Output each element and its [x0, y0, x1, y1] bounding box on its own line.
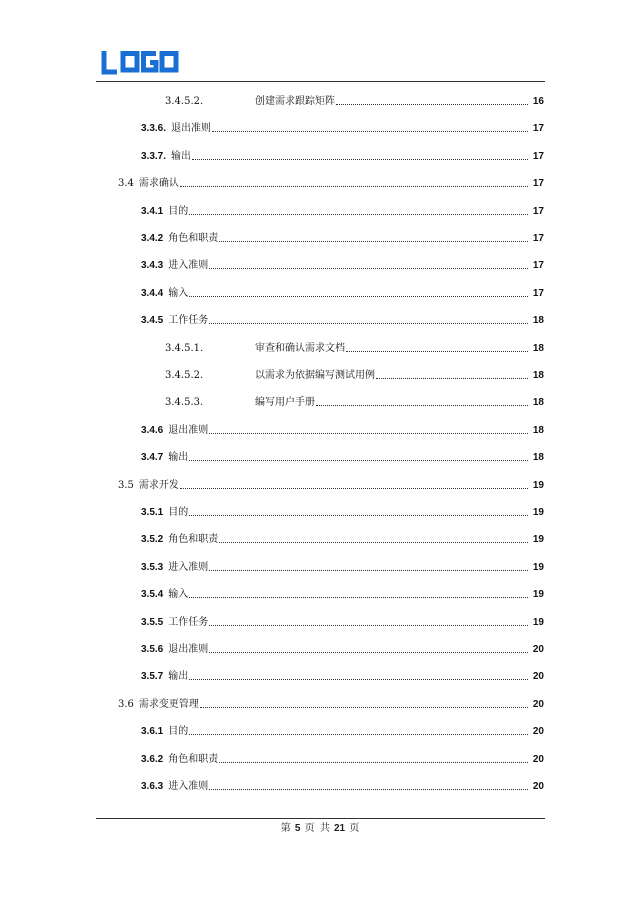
toc-dot-leader — [189, 460, 528, 461]
toc-entry-page-number: 18 — [532, 452, 544, 463]
toc-entry-page-number: 19 — [532, 534, 544, 545]
toc-entry[interactable] — [165, 341, 544, 355]
toc-entry[interactable] — [141, 587, 544, 601]
toc-dot-leader — [336, 104, 528, 105]
toc-entry-title: 需求开发 — [138, 480, 179, 491]
footer-current-page: 5 — [294, 823, 301, 834]
toc-entry[interactable] — [141, 779, 544, 793]
toc-entry[interactable] — [141, 121, 544, 135]
toc-entry[interactable] — [141, 532, 544, 546]
toc-entry[interactable] — [141, 505, 544, 519]
toc-entry-page-number: 18 — [532, 315, 544, 326]
toc-entry[interactable] — [141, 642, 544, 656]
toc-entry-title: 输入 — [168, 589, 189, 600]
toc-entry-page-number: 18 — [532, 425, 544, 436]
toc-entry-title: 工作任务 — [168, 315, 209, 326]
toc-entry-title: 进入准则 — [168, 781, 209, 792]
toc-entry[interactable] — [141, 669, 544, 683]
toc-dot-leader — [209, 789, 528, 790]
toc-entry-page-number: 19 — [532, 617, 544, 628]
toc-entry-number: 3.4.6 — [141, 425, 164, 436]
toc-entry-page-number: 16 — [532, 96, 544, 107]
toc-entry-number: 3.3.7. — [141, 151, 167, 162]
toc-entry-page-number: 19 — [532, 480, 544, 491]
toc-entry-page-number: 20 — [532, 726, 544, 737]
toc-entry-number: 3.4.7 — [141, 452, 164, 463]
toc-entry-title: 以需求为依据编写测试用例 — [255, 370, 375, 381]
toc-entry-title: 输出 — [168, 671, 189, 682]
toc-entry-number: 3.4.5.1. — [165, 343, 204, 354]
toc-dot-leader — [376, 378, 528, 379]
toc-dot-leader — [346, 351, 528, 352]
toc-dot-leader — [189, 214, 528, 215]
toc-entry-number: 3.4 — [118, 178, 134, 189]
toc-entry[interactable] — [141, 286, 544, 300]
toc-entry-page-number: 20 — [532, 699, 544, 710]
toc-dot-leader — [219, 241, 528, 242]
toc-entry-number: 3.6.3 — [141, 781, 164, 792]
toc-entry-page-number: 19 — [532, 507, 544, 518]
toc-entry[interactable] — [165, 395, 544, 409]
toc-entry[interactable] — [118, 478, 544, 492]
toc-entry-title: 输出 — [168, 452, 189, 463]
toc-entry[interactable] — [165, 368, 544, 382]
toc-entry[interactable] — [141, 450, 544, 464]
toc-dot-leader — [219, 542, 528, 543]
toc-entry[interactable] — [165, 94, 544, 108]
toc-entry-number: 3.5.4 — [141, 589, 164, 600]
toc-entry-number: 3.4.5.2. — [165, 370, 204, 381]
toc-entry-number: 3.4.5.2. — [165, 96, 204, 107]
toc-entry-page-number: 20 — [532, 754, 544, 765]
toc-entry-number: 3.5.6 — [141, 644, 164, 655]
toc-entry-title: 创建需求跟踪矩阵 — [255, 96, 335, 107]
toc-entry-page-number: 19 — [532, 562, 544, 573]
page-footer — [0, 819, 640, 834]
toc-dot-leader — [209, 652, 528, 653]
toc-dot-leader — [209, 433, 528, 434]
toc-entry-title: 角色和职责 — [168, 534, 219, 545]
footer-suffix: 页 — [349, 823, 360, 834]
toc-dot-leader — [209, 570, 528, 571]
toc-entry-title: 需求确认 — [138, 178, 179, 189]
toc-dot-leader — [189, 296, 528, 297]
toc-entry-title: 输入 — [168, 288, 189, 299]
toc-entry-number: 3.4.2 — [141, 233, 164, 244]
toc-entry-title: 角色和职责 — [168, 233, 219, 244]
toc-entry-title: 退出准则 — [168, 425, 209, 436]
toc-entry[interactable] — [141, 204, 544, 218]
toc-entry-page-number: 17 — [532, 178, 544, 189]
toc-dot-leader — [200, 707, 528, 708]
toc-entry-number: 3.5.7 — [141, 671, 164, 682]
footer-total-pages: 21 — [334, 823, 346, 834]
toc-entry-page-number: 17 — [532, 260, 544, 271]
toc-entry-number: 3.5.1 — [141, 507, 164, 518]
toc-entry-title: 角色和职责 — [168, 754, 219, 765]
toc-entry-number: 3.5.5 — [141, 617, 164, 628]
toc-entry-title: 输出 — [171, 151, 192, 162]
toc-dot-leader — [219, 762, 528, 763]
toc-entry-number: 3.5.3 — [141, 562, 164, 573]
toc-dot-leader — [189, 515, 528, 516]
toc-entry-page-number: 17 — [532, 288, 544, 299]
toc-entry-page-number: 17 — [532, 151, 544, 162]
toc-entry-title: 目的 — [168, 507, 189, 518]
toc-entry-number: 3.5 — [118, 480, 134, 491]
toc-entry-page-number: 18 — [532, 370, 544, 381]
toc-entry-number: 3.4.4 — [141, 288, 164, 299]
footer-prefix: 第 — [280, 823, 291, 834]
toc-entry-page-number: 17 — [532, 123, 544, 134]
toc-dot-leader — [316, 405, 528, 406]
toc-entry[interactable] — [141, 560, 544, 574]
toc-entry-title: 退出准则 — [171, 123, 212, 134]
toc-entry-page-number: 18 — [532, 397, 544, 408]
toc-entry[interactable] — [141, 313, 544, 327]
toc-entry-title: 进入准则 — [168, 562, 209, 573]
toc-entry[interactable] — [141, 423, 544, 437]
toc-dot-leader — [180, 186, 528, 187]
toc-entry-number: 3.4.5 — [141, 315, 164, 326]
toc-entry-number: 3.6 — [118, 699, 134, 710]
toc-entry-page-number: 20 — [532, 671, 544, 682]
toc-dot-leader — [209, 625, 528, 626]
toc-entry-page-number: 20 — [532, 644, 544, 655]
toc-entry-title: 需求变更管理 — [138, 699, 199, 710]
footer-page-word: 页 — [304, 823, 315, 834]
toc-dot-leader — [189, 679, 528, 680]
toc-entry-title: 进入准则 — [168, 260, 209, 271]
footer-total-word: 共 — [319, 823, 330, 834]
toc-entry-number: 3.4.1 — [141, 206, 164, 217]
toc-entry-number: 3.3.6. — [141, 123, 167, 134]
toc-entry[interactable] — [118, 697, 544, 711]
toc-dot-leader — [189, 734, 528, 735]
toc-dot-leader — [180, 488, 528, 489]
toc-entry-page-number: 20 — [532, 781, 544, 792]
toc-entry-number: 3.6.1 — [141, 726, 164, 737]
toc-entry-page-number: 17 — [532, 233, 544, 244]
toc-dot-leader — [192, 159, 528, 160]
toc-entry-page-number: 19 — [532, 589, 544, 600]
toc-entry[interactable] — [141, 231, 544, 245]
toc-entry-title: 退出准则 — [168, 644, 209, 655]
toc-dot-leader — [212, 131, 528, 132]
toc-entry-page-number: 18 — [532, 343, 544, 354]
toc-entry-title: 目的 — [168, 206, 189, 217]
toc-entry[interactable] — [141, 615, 544, 629]
toc-entry-title: 目的 — [168, 726, 189, 737]
toc-entry-title: 审查和确认需求文档 — [255, 343, 345, 354]
toc-dot-leader — [209, 323, 528, 324]
toc-entry-number: 3.6.2 — [141, 754, 164, 765]
toc-entry-title: 工作任务 — [168, 617, 209, 628]
toc-entry[interactable] — [118, 176, 544, 190]
toc-entry-number: 3.4.5.3. — [165, 397, 204, 408]
toc-dot-leader — [209, 268, 528, 269]
toc-entry[interactable] — [141, 724, 544, 738]
toc-entry[interactable] — [141, 258, 544, 272]
toc-entry-page-number: 17 — [532, 206, 544, 217]
toc-entry[interactable] — [141, 149, 544, 163]
toc-entry[interactable] — [141, 752, 544, 766]
toc-entry-number: 3.5.2 — [141, 534, 164, 545]
toc-entry-title: 编写用户手册 — [255, 397, 315, 408]
toc-dot-leader — [189, 597, 528, 598]
toc-entry-number: 3.4.3 — [141, 260, 164, 271]
